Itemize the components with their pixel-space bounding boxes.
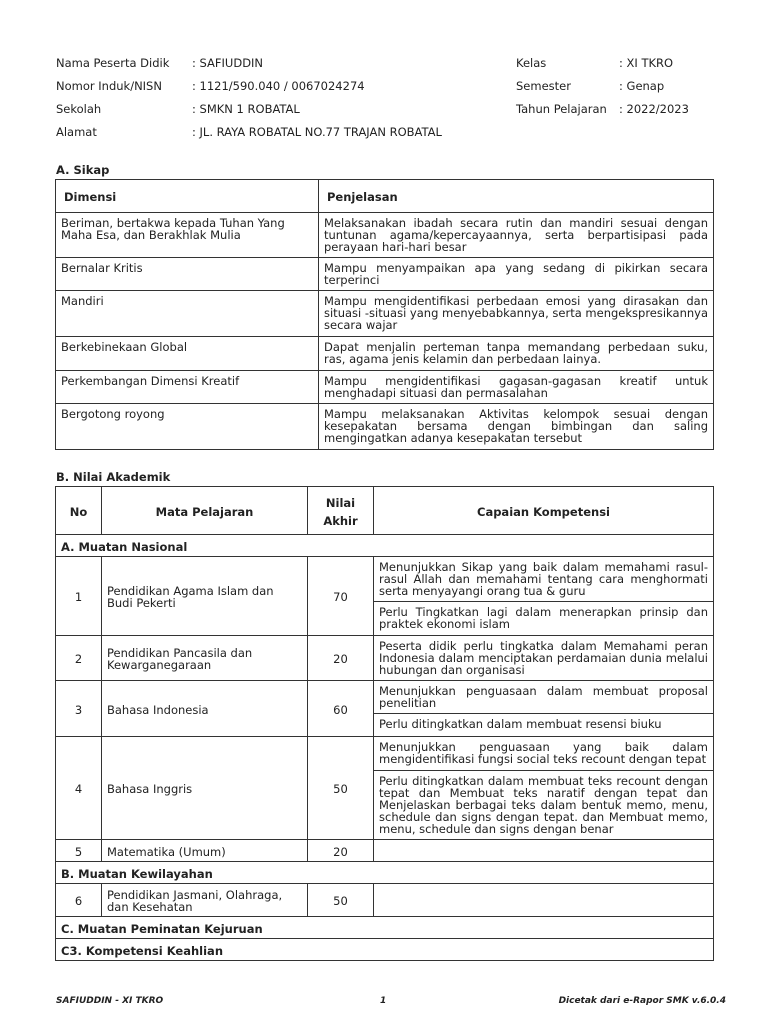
dimensi-cell: Perkembangan Dimensi Kreatif: [56, 371, 319, 404]
table-row: [56, 258, 714, 291]
identity-label: Nama Peserta Didik: [56, 56, 170, 70]
dimensi-cell: Bergotong royong: [56, 404, 319, 450]
capaian-cell: Perlu Tingkatkan lagi dalam menerapkan prinsip dan praktek ekonomi islam: [374, 602, 714, 636]
student-identity: [56, 56, 716, 148]
table-row: [56, 557, 714, 602]
nilai-cell: 60: [308, 681, 374, 737]
table-row: [56, 884, 714, 917]
column-header-nilai: Nilai Akhir: [308, 487, 374, 535]
identity-label: Semester: [516, 79, 571, 93]
capaian-cell: Peserta didik perlu tingkatka dalam Memahami peran Indonesia dalam menciptakan perdamaian dunia melalui hubungan dan organisasi: [374, 636, 714, 681]
nilai-akademik-table: [55, 486, 714, 961]
group-label: A. Muatan Nasional: [56, 535, 714, 557]
identity-label: Kelas: [516, 56, 547, 70]
nilai-cell: 20: [308, 840, 374, 862]
penjelasan-cell: Mampu mengidentifikasi gagasan-gagasan kreatif untuk menghadapi situasi dan permasalahan: [319, 371, 714, 404]
identity-row: [56, 56, 716, 79]
mapel-cell: Pendidikan Pancasila dan Kewarganegaraan: [102, 636, 308, 681]
capaian-cell: Menunjukkan penguasaan dalam membuat proposal penelitian: [374, 681, 714, 714]
table-row: [56, 213, 714, 258]
no-cell: 4: [56, 737, 102, 840]
table-row: [56, 291, 714, 337]
identity-value: : 1121/590.040 / 0067024274: [192, 79, 365, 93]
dimensi-cell: Beriman, bertakwa kepada Tuhan Yang Maha Esa, dan Berakhlak Mulia: [56, 213, 319, 258]
identity-row: [56, 102, 716, 125]
table-header-row: [56, 487, 714, 535]
table-row: [56, 840, 714, 862]
group-label: B. Muatan Kewilayahan: [56, 862, 714, 884]
capaian-cell: Menunjukkan Sikap yang baik dalam memahami rasul-rasul Allah dan memahami tentang cara menghormati serta menyayangi orang tua & guru: [374, 557, 714, 602]
capaian-cell: [374, 884, 714, 917]
group-label: C. Muatan Peminatan Kejuruan: [56, 917, 714, 939]
no-cell: 3: [56, 681, 102, 737]
column-header-dimensi: Dimensi: [56, 180, 319, 213]
penjelasan-cell: Mampu melaksanakan Aktivitas kelompok sesuai dengan kesepakatan bersama dengan bimbingan dan saling mengingatkan adanya kesepakatan tersebut: [319, 404, 714, 450]
group-row: [56, 862, 714, 884]
group-row: [56, 917, 714, 939]
identity-value: : 2022/2023: [619, 102, 689, 116]
nilai-cell: 70: [308, 557, 374, 636]
footer-student: SAFIUDDIN - XI TKRO: [56, 996, 164, 1006]
identity-value: : Genap: [619, 79, 665, 93]
dimensi-cell: Mandiri: [56, 291, 319, 337]
table-row: [56, 404, 714, 450]
no-cell: 5: [56, 840, 102, 862]
identity-value: : SMKN 1 ROBATAL: [192, 102, 300, 116]
table-row: [56, 371, 714, 404]
identity-label: Sekolah: [56, 102, 102, 116]
no-cell: 1: [56, 557, 102, 636]
identity-value: : XI TKRO: [619, 56, 674, 70]
capaian-cell: Perlu ditingkatkan dalam membuat teks recount dengan tepat dan Membuat teks naratif dengan tepat dan Menjelaskan berbagai teks dalam bentuk memo, menu, schedule dan signs dengan tepat. dan Membuat memo, menu, schedule dan signs dengan benar: [374, 771, 714, 840]
identity-row: [56, 125, 716, 148]
no-cell: 6: [56, 884, 102, 917]
nilai-cell: 50: [308, 884, 374, 917]
footer-page-number: 1: [380, 996, 387, 1006]
identity-label: Alamat: [56, 125, 97, 139]
group-label: C3. Kompetensi Keahlian: [56, 939, 714, 961]
group-row: [56, 939, 714, 961]
table-row: [56, 737, 714, 771]
identity-row: [56, 79, 716, 102]
nilai-cell: 50: [308, 737, 374, 840]
capaian-cell: Menunjukkan penguasaan yang baik dalam mengidentifikasi fungsi social teks recount dengan tepat: [374, 737, 714, 771]
identity-value: : SAFIUDDIN: [192, 56, 264, 70]
section-title-nilai: B. Nilai Akademik: [56, 470, 171, 484]
column-header-capaian: Capaian Kompetensi: [374, 487, 714, 535]
table-row: [56, 681, 714, 714]
table-header-row: [56, 180, 714, 213]
capaian-cell: Perlu ditingkatkan dalam membuat resensi biuku: [374, 714, 714, 737]
identity-label: Tahun Pelajaran: [516, 102, 607, 116]
dimensi-cell: Bernalar Kritis: [56, 258, 319, 291]
mapel-cell: Pendidikan Agama Islam dan Budi Pekerti: [102, 557, 308, 636]
group-row: [56, 535, 714, 557]
capaian-cell: [374, 840, 714, 862]
identity-label: Nomor Induk/NISN: [56, 79, 162, 93]
sikap-table: [55, 179, 714, 450]
mapel-cell: Bahasa Inggris: [102, 737, 308, 840]
table-row: [56, 337, 714, 371]
nilai-cell: 20: [308, 636, 374, 681]
no-cell: 2: [56, 636, 102, 681]
column-header-mapel: Mata Pelajaran: [102, 487, 308, 535]
section-title-sikap: A. Sikap: [56, 163, 110, 177]
column-header-no: No: [56, 487, 102, 535]
column-header-penjelasan: Penjelasan: [319, 180, 714, 213]
footer-printed-by: Dicetak dari e-Rapor SMK v.6.0.4: [558, 996, 726, 1006]
penjelasan-cell: Mampu menyampaikan apa yang sedang di pikirkan secara terperinci: [319, 258, 714, 291]
identity-value: : JL. RAYA ROBATAL NO.77 TRAJAN ROBATAL: [192, 125, 442, 139]
mapel-cell: Bahasa Indonesia: [102, 681, 308, 737]
penjelasan-cell: Melaksanakan ibadah secara rutin dan mandiri sesuai dengan tuntunan agama/kepercayaannya, serta berpartisipasi pada perayaan hari-hari besar: [319, 213, 714, 258]
penjelasan-cell: Mampu mengidentifikasi perbedaan emosi yang dirasakan dan situasi -situasi yang menyebabkannya, serta mengekspresikannya secara wajar: [319, 291, 714, 337]
dimensi-cell: Berkebinekaan Global: [56, 337, 319, 371]
mapel-cell: Matematika (Umum): [102, 840, 308, 862]
table-row: [56, 636, 714, 681]
penjelasan-cell: Dapat menjalin perteman tanpa memandang perbedaan suku, ras, agama jenis kelamin dan perbedaan lainya.: [319, 337, 714, 371]
mapel-cell: Pendidikan Jasmani, Olahraga, dan Kesehatan: [102, 884, 308, 917]
